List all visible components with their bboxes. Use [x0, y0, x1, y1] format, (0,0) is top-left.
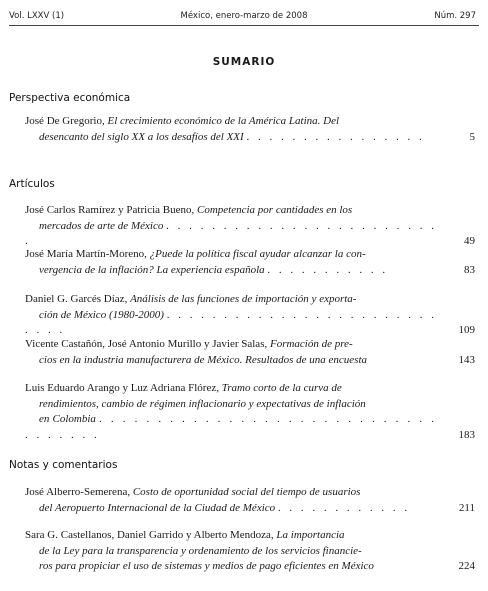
- leader-dots: . . . . . . . . . . . .: [277, 501, 411, 514]
- entry-title: Tramo corto de la curva de: [221, 382, 342, 394]
- section-heading-articulos: Artículos: [9, 178, 55, 190]
- entry-page: 211: [458, 501, 475, 514]
- entry-title: mercados de arte de México: [39, 219, 164, 232]
- entry-page: 5: [469, 130, 475, 143]
- entry-page: 49: [464, 235, 475, 247]
- entry-authors: José De Gregorio,: [25, 115, 105, 127]
- entry-page: 224: [458, 560, 475, 572]
- toc-entry[interactable]: [25, 203, 475, 250]
- entry-authors: Luis Eduardo Arango y Luz Adriana Flórez,: [25, 382, 219, 394]
- toc-entry[interactable]: [25, 247, 475, 278]
- entry-title: Análisis de las funciones de importación y exporta-: [130, 293, 357, 305]
- entry-page: 183: [458, 428, 475, 441]
- section-heading-perspectiva: Perspectiva económica: [9, 92, 131, 104]
- entry-title: Competencia por cantidades en los: [197, 204, 353, 216]
- leader-dots: . . . . . . . . . . . . . . . . . . . . . . . . . . . . . . . . . . . .: [25, 413, 438, 441]
- entry-page: 143: [458, 353, 475, 366]
- entry-authors: José Alberro-Semerena,: [25, 486, 131, 498]
- toc-entry[interactable]: [25, 114, 475, 145]
- header-rule: [9, 25, 479, 26]
- section-heading-notas: Notas y comentarios: [9, 459, 118, 471]
- running-header: [0, 8, 488, 24]
- entry-title: de la Ley para la transparencia y ordenamiento de los servicios financie-: [39, 544, 362, 557]
- page-title: SUMARIO: [212, 56, 276, 68]
- leader-dots: . . . . . . . . . . .: [267, 263, 389, 276]
- entry-title: ros para propiciar el uso de sistemas y medios de pago eficientes en México: [39, 560, 374, 572]
- entry-title: El crecimiento económico de la América Latina. Del: [107, 115, 340, 127]
- entry-title: ción de México (1980-2000): [39, 308, 164, 321]
- entry-title: La importancia: [276, 529, 345, 541]
- entry-authors: José María Martín-Moreno,: [25, 248, 147, 260]
- entry-title: en Colombia: [39, 413, 96, 425]
- entry-authors: Vicente Castañón, José Antonio Murillo y Javier Salas,: [25, 338, 268, 350]
- volume-label: Vol. LXXV (1): [9, 11, 65, 21]
- entry-title: ¿Puede la política fiscal ayudar alcanzar la con-: [149, 248, 366, 260]
- issue-date: México, enero-marzo de 2008: [180, 11, 308, 21]
- toc-entry[interactable]: [25, 528, 475, 575]
- issue-number: Núm. 297: [434, 11, 476, 21]
- entry-authors: José Carlos Ramírez y Patricia Bueno,: [25, 204, 195, 216]
- entry-title: Costo de oportunidad social del tiempo de usuarios: [132, 486, 361, 498]
- toc-entry[interactable]: [25, 485, 475, 516]
- toc-entry[interactable]: [25, 381, 475, 443]
- entry-page: 83: [464, 263, 475, 276]
- entry-page: 109: [458, 324, 475, 336]
- entry-authors: Sara G. Castellanos, Daniel Garrido y Alberto Mendoza,: [25, 529, 274, 541]
- entry-title: rendimientos, cambio de régimen inflacionario y expectativas de inflación: [39, 397, 366, 410]
- entry-title: Formación de pre-: [269, 338, 353, 350]
- entry-authors: Daniel G. Garcés Díaz,: [25, 293, 128, 305]
- toc-entry[interactable]: [25, 337, 475, 368]
- leader-dots: . . . . . . . . . . . . . . . .: [246, 130, 425, 143]
- toc-entry[interactable]: [25, 292, 475, 339]
- entry-title: cios en la industria manufacturera de México. Resultados de una encuesta: [39, 353, 368, 366]
- leader-dots: . . . . . . . . . . . . . . . . . . . . . . . . .: [25, 219, 438, 247]
- leader-dots: . . . . . . . . . . . . . . . . . . . . . . . . . . . .: [25, 308, 438, 336]
- entry-title: desencanto del siglo XX a los desafíos del XXI: [39, 130, 244, 143]
- entry-title: del Aeropuerto Internacional de la Ciudad de México: [39, 501, 276, 514]
- entry-title: vergencia de la inflación? La experiencia española: [39, 263, 265, 276]
